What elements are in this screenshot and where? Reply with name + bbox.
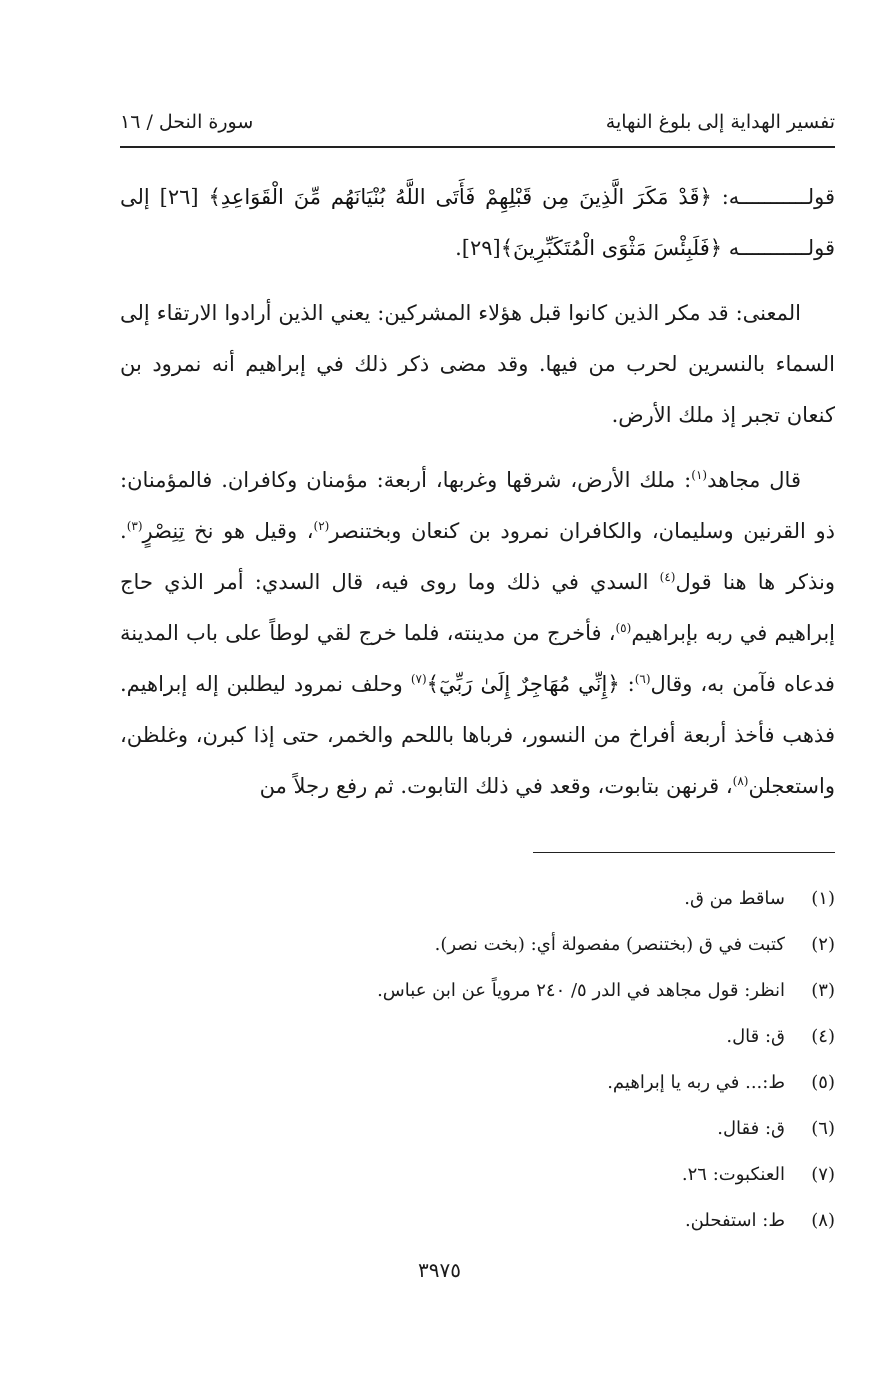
footnote xyxy=(120,968,835,1014)
footnote-marker: (٤) xyxy=(659,570,676,584)
text-run: [٢٦] إلى قولـــــــــــه xyxy=(120,185,835,260)
footnote xyxy=(120,922,835,968)
text-run: [٢٩]. xyxy=(455,236,501,260)
text-run: السدي في ذلك وما روى فيه، قال السدي: أمر الذي حاج إبراهيم في ربه بإبراهيم xyxy=(120,570,835,645)
footnote-number: (١) xyxy=(811,888,835,909)
text-run: ، قرنهن بتابوت، وقعد في ذلك التابوت. ثم رفع رجلاً من xyxy=(259,774,733,798)
footnotes-list xyxy=(120,876,835,1244)
footnote-number: (٢) xyxy=(811,934,835,955)
footnote-marker: (٢) xyxy=(313,519,330,533)
footnote-marker: (٨) xyxy=(732,774,749,788)
surah-info: سورة النحل / ١٦ xyxy=(120,111,254,133)
footnote-text: ق: فقال. xyxy=(717,1118,785,1139)
footnote-text: انظر: قول مجاهد في الدر ٥/ ٢٤٠ مروياً عن ابن عباس. xyxy=(377,980,785,1001)
text-run: . ونذكر ها هنا قول xyxy=(120,519,836,594)
quran-verse: ﴿فَلَبِئْسَ مَثْوَى الْمُتَكَبِّرِينَ﴾ xyxy=(500,236,723,260)
text-run: : ملك الأرض، شرقها وغربها، أربعة: مؤمنان وكافران. فالمؤمنان: ذو القرنين وسليمان، والكافران نمرود بن كنعان وبختنصر xyxy=(120,468,836,543)
page-number: ٣٩٧٥ xyxy=(418,1258,461,1282)
text-run: المعنى: قد مكر الذين كانوا قبل هؤلاء المشركين: يعني الذين أرادوا الارتقاء إلى السماء بالنسرين لحرب من فيها. وقد مضى ذكر ذلك في إبراهيم أنه نمرود بن كنعان تجبر إذ ملك الأرض. xyxy=(120,301,835,427)
footnote-number: (٦) xyxy=(811,1118,835,1139)
footnote-marker: (٧) xyxy=(410,672,427,686)
running-header xyxy=(120,104,835,140)
footnote xyxy=(120,1014,835,1060)
footnote-number: (٥) xyxy=(811,1072,835,1093)
main-text xyxy=(120,172,835,826)
footnote-number: (٨) xyxy=(811,1210,835,1231)
footnote-text: ط:... في ربه يا إبراهيم. xyxy=(607,1072,785,1093)
footnote xyxy=(120,876,835,922)
quran-verse: ﴿قَدْ مَكَرَ الَّذِينَ مِن قَبْلِهِمْ فَأَتَى اللَّهُ بُنْيَانَهُم مِّنَ الْقَوَاعِدِ﴾ xyxy=(208,185,712,209)
text-run: ، وقيل هو نخ تِنِصْرٍ xyxy=(142,519,314,543)
paragraph xyxy=(120,288,835,441)
footnote-text: العنكبوت: ٢٦. xyxy=(681,1164,785,1185)
footnote xyxy=(120,1152,835,1198)
footnote-text: ق: قال. xyxy=(726,1026,785,1047)
text-run: : xyxy=(619,672,635,696)
footnote xyxy=(120,1198,835,1244)
footnote-marker: (١) xyxy=(691,468,708,482)
header-divider xyxy=(120,146,835,148)
footnote-marker: (٣) xyxy=(126,519,143,533)
footnote-text: ط: استفحلن. xyxy=(684,1210,785,1231)
paragraph xyxy=(120,455,835,812)
text-run: وحلف نمرود ليطلبن إله إبراهيم. فذهب فأخذ أربعة أفراخ من النسور، فرباها باللحم والخمر، حتى إذا كبرن، وغلظن، واستعجلن xyxy=(120,672,835,798)
book-title: تفسير الهداية إلى بلوغ النهاية xyxy=(605,111,835,133)
footnote-number: (٣) xyxy=(811,980,835,1001)
footnote-text: ساقط من ق. xyxy=(684,888,785,909)
footnote-marker: (٥) xyxy=(615,621,632,635)
text-run: ، فأخرج من مدينته، فلما خرج لقي لوطاً على باب المدينة فدعاه فآمن به، وقال xyxy=(120,621,835,696)
footnote xyxy=(120,1060,835,1106)
footnote xyxy=(120,1106,835,1152)
footnote-number: (٧) xyxy=(811,1164,835,1185)
footnote-text: كتبت في ق (بختنصر) مفصولة أي: (بخت نصر). xyxy=(434,934,785,955)
text-run: قال مجاهد xyxy=(707,468,801,492)
paragraph xyxy=(120,172,835,274)
quran-verse: ﴿إِنِّي مُهَاجِرٌ إِلَىٰ رَبِّيٓ﴾ xyxy=(426,672,620,696)
footnote-divider xyxy=(533,852,835,853)
footnote-marker: (٦) xyxy=(634,672,651,686)
text-run: قولـــــــــــه: xyxy=(711,185,835,209)
footnote-number: (٤) xyxy=(811,1026,835,1047)
